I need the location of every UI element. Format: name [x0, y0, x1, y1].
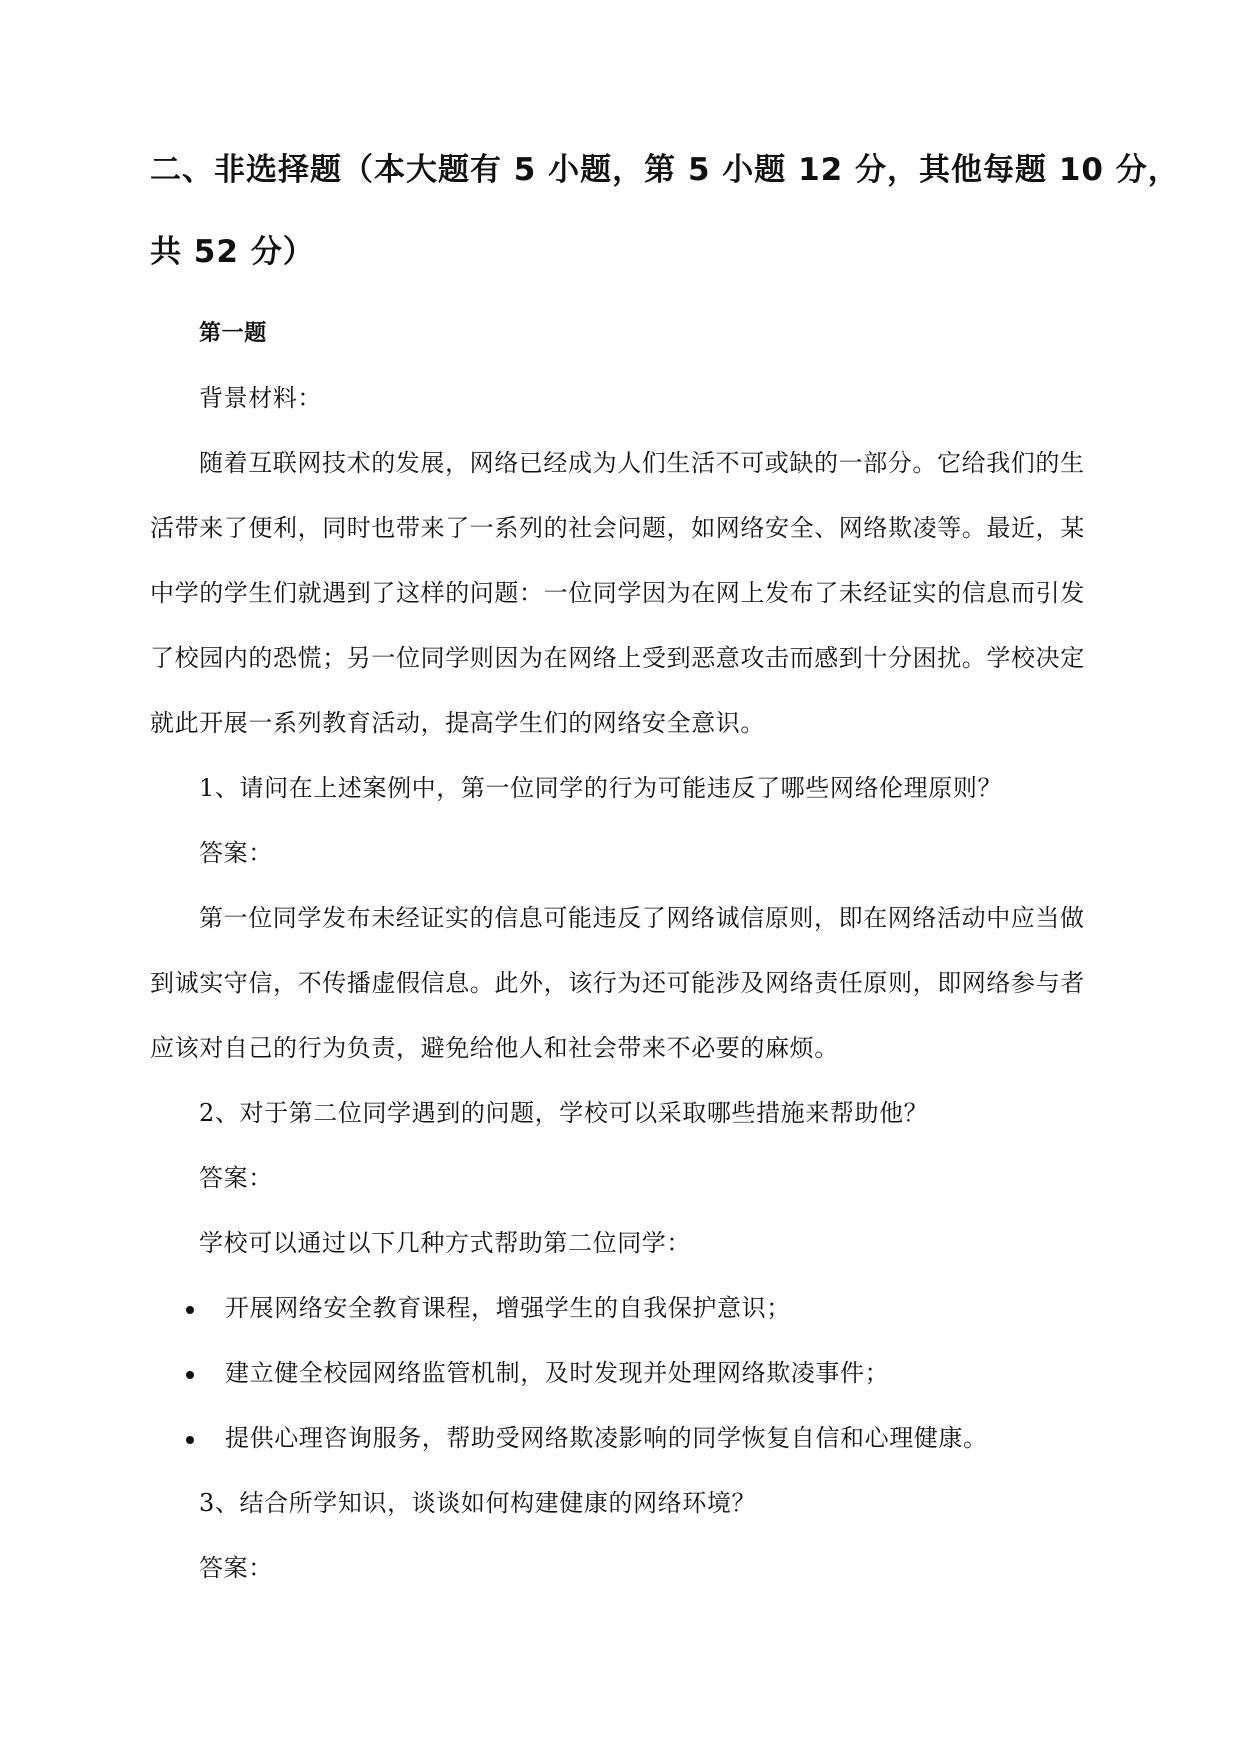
background-paragraph-line: 活带来了便利，同时也带来了一系列的社会问题，如网络安全、网络欺凌等。最近，某: [150, 514, 1085, 542]
answer-2-intro: 学校可以通过以下几种方式帮助第二位同学：: [199, 1229, 691, 1257]
sub-question-2: 2、对于第二位同学遇到的问题，学校可以采取哪些措施来帮助他？: [199, 1099, 929, 1127]
background-paragraph-line: 中学的学生们就遇到了这样的问题：一位同学因为在网上发布了未经证实的信息而引发: [150, 579, 1085, 607]
question-heading: 第一题: [199, 321, 267, 346]
answer-1-line: 应该对自己的行为负责，避免给他人和社会带来不必要的麻烦。: [150, 1034, 839, 1062]
answer-1-line: 第一位同学发布未经证实的信息可能违反了网络诚信原则，即在网络活动中应当做: [199, 904, 1085, 932]
answer-label-3: 答案：: [199, 1554, 273, 1582]
section-title-line-1: 二、非选择题（本大题有 5 小题，第 5 小题 12 分，其他每题 10 分，: [150, 152, 1180, 188]
bullet-dot-icon: [186, 1306, 194, 1314]
background-label: 背景材料：: [199, 384, 322, 412]
background-paragraph-line: 随着互联网技术的发展，网络已经成为人们生活不可或缺的一部分。它给我们的生: [199, 449, 1085, 477]
section-title-line-2: 共 52 分）: [150, 234, 315, 270]
answer-label-2: 答案：: [199, 1164, 273, 1192]
bullet-item: 开展网络安全教育课程，增强学生的自我保护意识；: [225, 1294, 791, 1322]
sub-question-3: 3、结合所学知识，谈谈如何构建健康的网络环境？: [199, 1489, 757, 1517]
background-paragraph-line: 就此开展一系列教育活动，提高学生们的网络安全意识。: [150, 709, 765, 737]
sub-question-1: 1、请问在上述案例中，第一位同学的行为可能违反了哪些网络伦理原则？: [199, 774, 1003, 802]
background-paragraph-line: 了校园内的恐慌；另一位同学则因为在网络上受到恶意攻击而感到十分困扰。学校决定: [150, 644, 1085, 672]
bullet-dot-icon: [186, 1436, 194, 1444]
answer-label-1: 答案：: [199, 839, 273, 867]
bullet-item: 建立健全校园网络监管机制，及时发现并处理网络欺凌事件；: [225, 1359, 890, 1387]
bullet-dot-icon: [186, 1371, 194, 1379]
answer-1-line: 到诚实守信，不传播虚假信息。此外，该行为还可能涉及网络责任原则，即网络参与者: [150, 969, 1085, 997]
bullet-item: 提供心理咨询服务，帮助受网络欺凌影响的同学恢复自信和心理健康。: [225, 1424, 988, 1452]
